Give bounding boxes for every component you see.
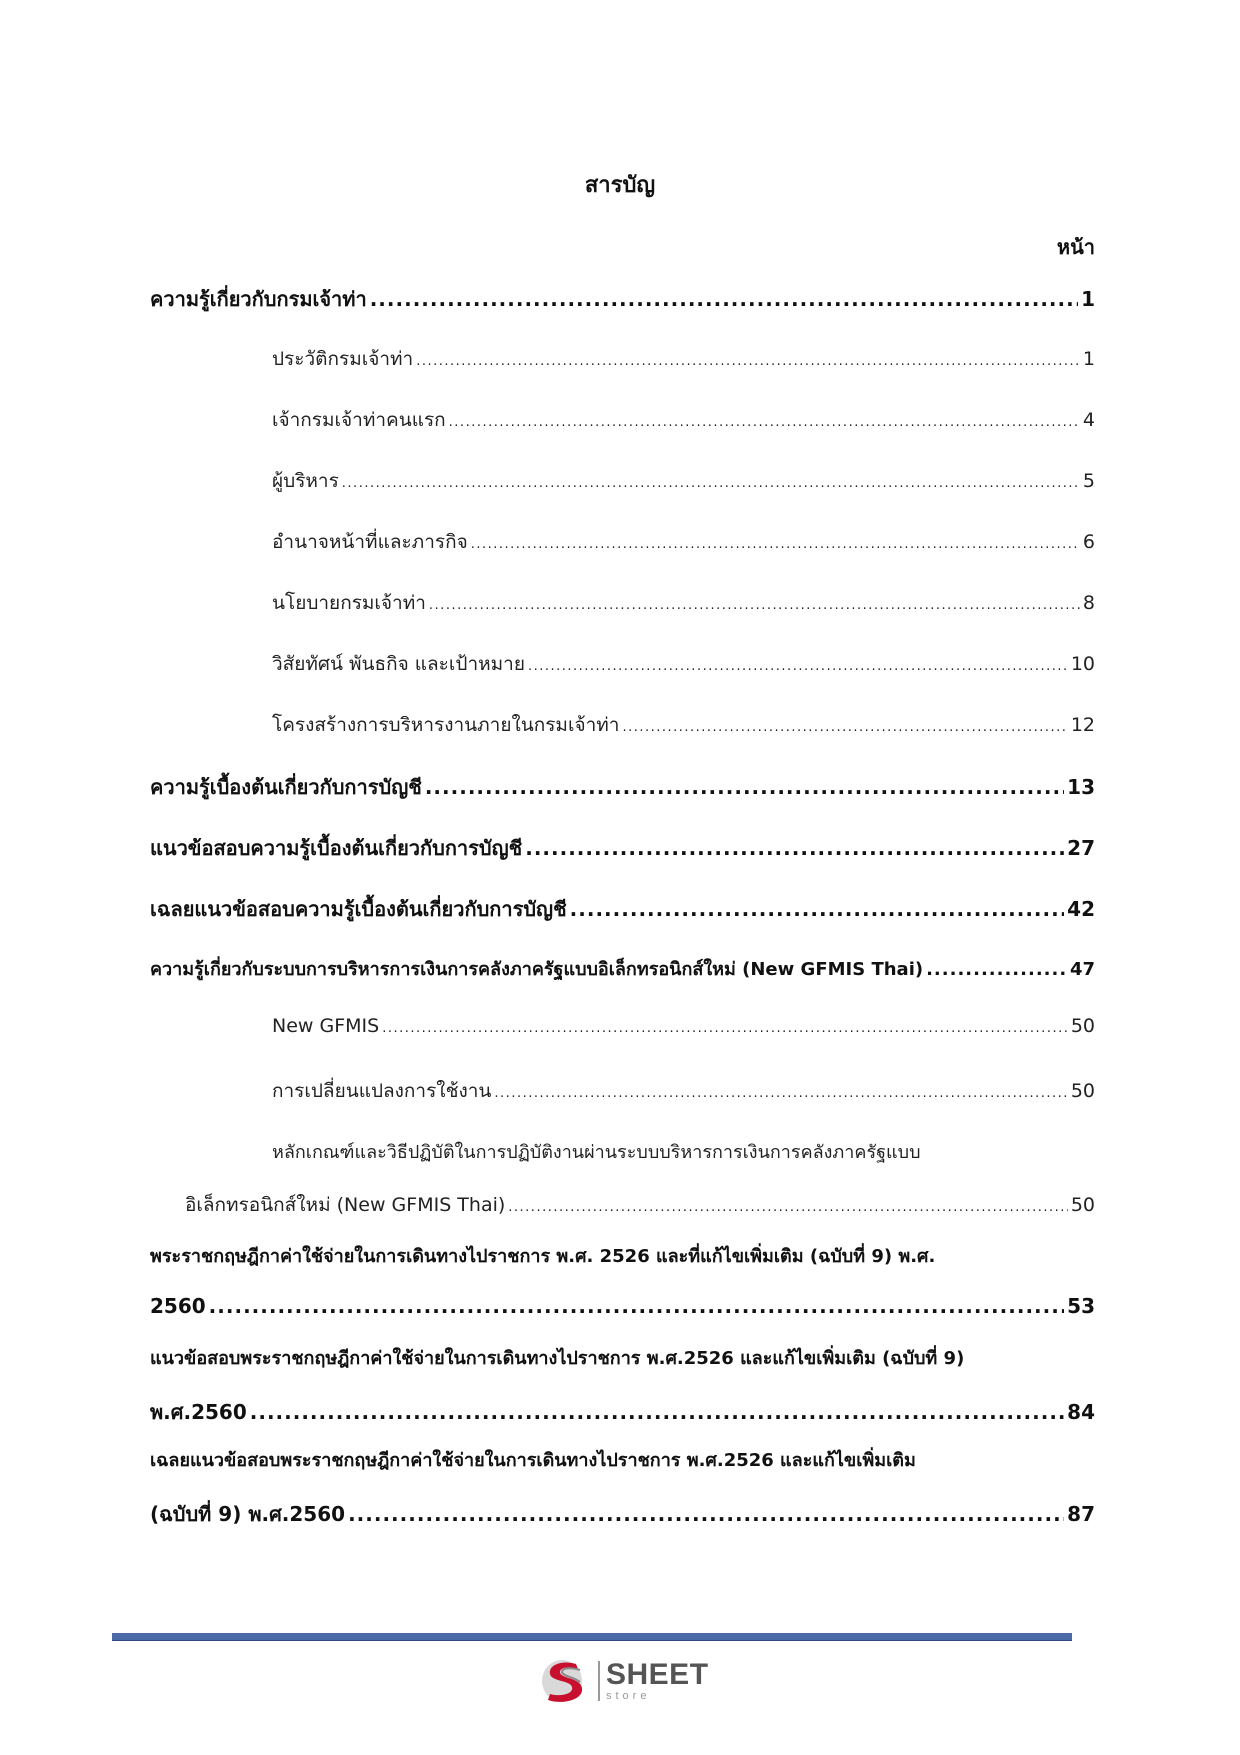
toc-entry-title: ผู้บริหาร [272, 470, 339, 492]
toc-entry[interactable] [150, 954, 1095, 1015]
toc-entry[interactable] [150, 832, 1095, 893]
toc-subentry[interactable] [150, 1190, 1095, 1241]
logo-text [606, 1660, 709, 1702]
toc-entry-line1[interactable]: แนวข้อสอบพระราชกฤษฎีกาค่าใช้จ่ายในการเดินทางไปราชการ พ.ศ.2526 และแก้ไขเพิ่มเติม (ฉบับที่ 9) [150, 1348, 965, 1369]
toc-entry-page: 5 [1082, 470, 1095, 492]
toc-entry-page: 6 [1082, 531, 1095, 553]
sheet-logo-icon [540, 1656, 594, 1706]
toc-entry-title: นโยบายกรมเจ้าท่า [272, 592, 426, 614]
toc-subentry[interactable] [150, 649, 1095, 710]
toc-entry[interactable] [150, 1396, 1095, 1445]
toc-entry-page: 1 [1082, 348, 1095, 370]
page-title: สารบัญ [584, 173, 656, 198]
dot-leader [449, 409, 1080, 431]
toc-entry-line1[interactable]: พระราชกฤษฎีกาค่าใช้จ่ายในการเดินทางไปราชการ พ.ศ. 2526 และที่แก้ไขเพิ่มเติม (ฉบับที่ 9) พ.ศ. [150, 1246, 936, 1267]
dot-leader [528, 653, 1068, 675]
toc-entry-page: 84 [1067, 1400, 1095, 1424]
dot-leader [370, 287, 1078, 311]
toc-entry-title: ประวัติกรมเจ้าท่า [272, 348, 414, 370]
logo-main-text: SHEET [606, 1658, 709, 1691]
toc-entry-title: ความรู้เกี่ยวกับระบบการบริหารการเงินการคลังภาครัฐแบบอิเล็กทรอนิกส์ใหม่ (New GFMIS Thai) [150, 959, 924, 980]
toc-entry-page: 4 [1082, 409, 1095, 431]
toc-entry-page: 42 [1067, 897, 1095, 921]
logo-divider [598, 1661, 600, 1701]
dot-leader [425, 775, 1064, 799]
toc-entry-title: พ.ศ.2560 [150, 1400, 247, 1424]
toc-entry-title: ความรู้เกี่ยวกับกรมเจ้าท่า [150, 287, 367, 311]
sheet-store-logo [540, 1656, 709, 1706]
toc-entry-title: ความรู้เบื้องต้นเกี่ยวกับการบัญชี [150, 775, 422, 799]
toc-subentry[interactable] [150, 1076, 1095, 1137]
toc-subentry[interactable] [150, 527, 1095, 588]
toc-subentry[interactable] [150, 1015, 1095, 1076]
toc-entry-page: 12 [1070, 714, 1095, 736]
toc-entry-title: วิสัยทัศน์ พันธกิจ และเป้าหมาย [272, 653, 525, 675]
dot-leader [250, 1400, 1064, 1424]
dot-leader [416, 348, 1080, 370]
toc-entry-page: 87 [1067, 1502, 1095, 1526]
toc-entry-page: 50 [1070, 1194, 1095, 1216]
toc-entry-page: 50 [1070, 1015, 1095, 1037]
toc-subentry[interactable] [150, 344, 1095, 405]
toc-entry[interactable] [150, 1498, 1095, 1547]
toc-entry[interactable] [150, 771, 1095, 832]
toc-entry-page: 13 [1067, 775, 1095, 799]
footer-rule [112, 1633, 1072, 1641]
toc-entry[interactable] [150, 283, 1095, 344]
toc-entry-page: 27 [1067, 836, 1095, 860]
logo-sub-text: store [606, 1690, 651, 1702]
toc-entry-title: โครงสร้างการบริหารงานภายในกรมเจ้าท่า [272, 714, 620, 736]
dot-leader [342, 470, 1080, 492]
toc-entry-page: 10 [1070, 653, 1095, 675]
toc-subentry[interactable] [150, 405, 1095, 466]
toc-entry-title: (ฉบับที่ 9) พ.ศ.2560 [150, 1502, 346, 1526]
dot-leader [494, 1080, 1067, 1102]
toc-entry[interactable] [150, 1294, 1095, 1343]
toc-entry-title: แนวข้อสอบความรู้เบื้องต้นเกี่ยวกับการบัญชี [150, 836, 523, 860]
toc-entry-page: 50 [1070, 1080, 1095, 1102]
table-of-contents [150, 283, 1095, 1547]
dot-leader [429, 592, 1080, 614]
dot-leader [525, 836, 1064, 860]
dot-leader [508, 1194, 1068, 1216]
dot-leader [570, 897, 1065, 921]
toc-entry-title: อิเล็กทรอนิกส์ใหม่ (New GFMIS Thai) [185, 1194, 506, 1216]
toc-entry-page: 1 [1081, 287, 1095, 311]
toc-entry-line1[interactable]: เฉลยแนวข้อสอบพระราชกฤษฎีกาค่าใช้จ่ายในการเดินทางไปราชการ พ.ศ.2526 และแก้ไขเพิ่มเติม [150, 1450, 916, 1471]
toc-entry-title: เจ้ากรมเจ้าท่าคนแรก [272, 409, 446, 431]
page-column-label: หน้า [1056, 235, 1095, 259]
toc-entry-title: เฉลยแนวข้อสอบความรู้เบื้องต้นเกี่ยวกับการบัญชี [150, 897, 567, 921]
toc-subentry[interactable] [150, 588, 1095, 649]
toc-entry[interactable] [150, 893, 1095, 954]
toc-entry-title: การเปลี่ยนแปลงการใช้งาน [272, 1080, 492, 1102]
dot-leader [209, 1294, 1064, 1318]
toc-subentry-line1[interactable]: หลักเกณฑ์และวิธีปฏิบัติในการปฏิบัติงานผ่านระบบบริหารการเงินการคลังภาครัฐแบบ [272, 1142, 921, 1163]
toc-entry-page: 53 [1067, 1294, 1095, 1318]
toc-entry-page: 47 [1069, 959, 1095, 980]
dot-leader [622, 714, 1067, 736]
toc-subentry[interactable] [150, 710, 1095, 771]
toc-entry-title: 2560 [150, 1294, 206, 1318]
dot-leader [382, 1015, 1068, 1037]
toc-entry-title: อำนาจหน้าที่และภารกิจ [272, 531, 468, 553]
toc-entry-page: 8 [1082, 592, 1095, 614]
dot-leader [348, 1502, 1064, 1526]
toc-subentry[interactable] [150, 466, 1095, 527]
dot-leader [471, 531, 1080, 553]
dot-leader [926, 959, 1067, 980]
toc-entry-title: New GFMIS [272, 1015, 380, 1037]
